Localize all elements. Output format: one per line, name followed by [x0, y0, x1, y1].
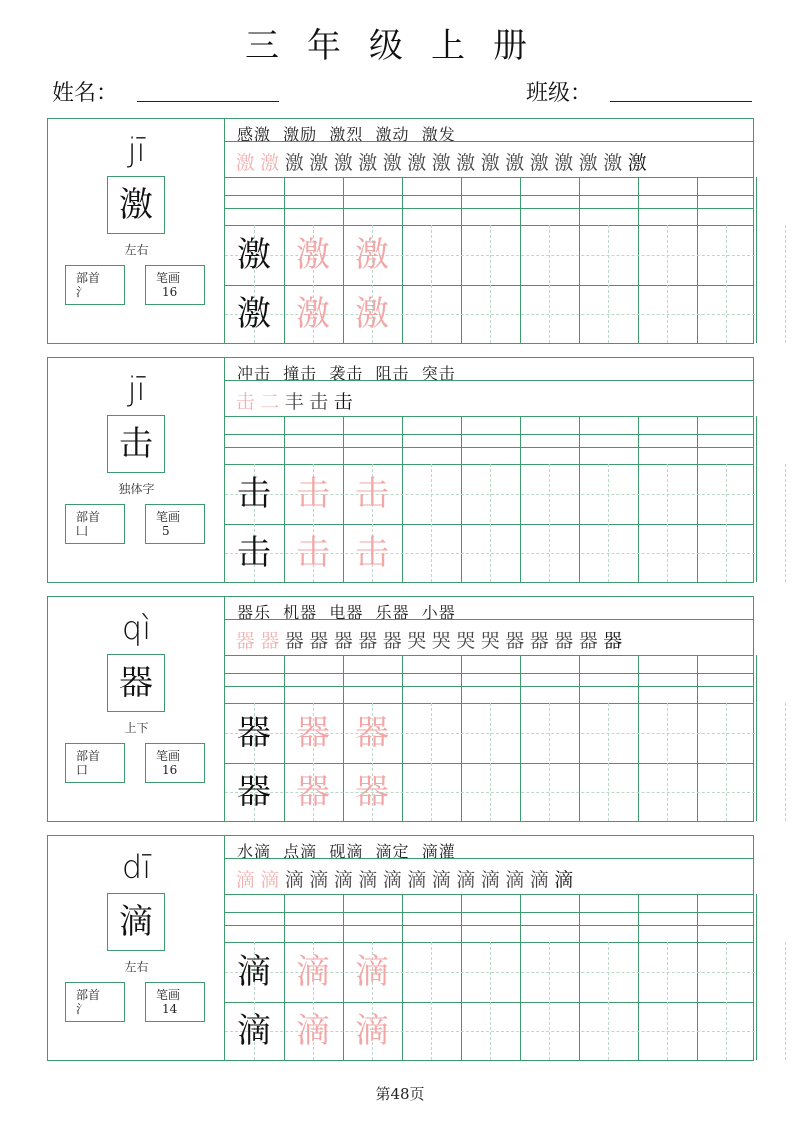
tracing-character: 器 — [296, 713, 330, 753]
grid-line — [402, 655, 403, 821]
name-label: 姓名： — [52, 81, 119, 106]
tracing-character: 滴 — [296, 1011, 330, 1051]
practice-area — [225, 836, 753, 1060]
structure-label: 独体字 — [118, 482, 155, 496]
grid-line — [225, 177, 753, 178]
main-character: 激 — [107, 176, 165, 234]
radical-value: 氵 — [76, 285, 89, 299]
grid-line — [402, 177, 403, 343]
guide-line — [667, 225, 668, 343]
stroke-count-value: 16 — [162, 285, 178, 299]
grid-line — [461, 655, 462, 821]
stroke-step: 丰 — [284, 391, 304, 413]
stroke-count-box — [145, 504, 205, 544]
radical-label: 部首 — [76, 749, 101, 763]
stroke-step: 器 — [529, 630, 549, 652]
stroke-step: 哭 — [456, 630, 476, 652]
grid-line — [461, 894, 462, 1060]
tracing-character: 激 — [296, 294, 330, 334]
tracing-character: 滴 — [355, 952, 389, 992]
stroke-step: 二 — [260, 391, 280, 413]
stroke-step: 器 — [505, 630, 525, 652]
guide-line — [785, 942, 786, 1060]
stroke-step: 激 — [382, 152, 402, 174]
tracing-character: 器 — [296, 772, 330, 812]
stroke-count-label: 笔画 — [156, 749, 181, 763]
grid-line — [697, 177, 698, 343]
stroke-step: 滴 — [382, 869, 402, 891]
stroke-step: 哭 — [480, 630, 500, 652]
vocabulary-words: 器乐 机器 电器 乐器 小器 — [237, 603, 456, 622]
stroke-step: 滴 — [456, 869, 476, 891]
stroke-step: 器 — [382, 630, 402, 652]
main-character: 滴 — [107, 893, 165, 951]
stroke-step: 激 — [309, 152, 329, 174]
character-card-qi — [47, 596, 754, 822]
radical-value: 氵 — [76, 1002, 89, 1016]
character-info-panel — [48, 597, 225, 821]
stroke-step: 滴 — [529, 869, 549, 891]
vocabulary-words: 水滴 点滴 砚滴 滴定 滴灌 — [237, 842, 456, 861]
class-blank-line[interactable] — [610, 101, 752, 102]
stroke-step: 击 — [333, 391, 353, 413]
class-label: 班级： — [526, 81, 593, 106]
stroke-step: 滴 — [284, 869, 304, 891]
radical-label: 部首 — [76, 988, 101, 1002]
tracing-character: 器 — [355, 772, 389, 812]
stroke-step: 激 — [578, 152, 598, 174]
guide-line — [667, 464, 668, 582]
stroke-count-label: 笔画 — [156, 271, 181, 285]
grid-line — [225, 925, 753, 926]
grid-line — [461, 416, 462, 582]
grid-line — [225, 380, 753, 381]
radical-box — [65, 265, 125, 305]
model-character: 器 — [237, 772, 271, 812]
character-card-ji-2 — [47, 357, 754, 583]
grid-line — [225, 619, 753, 620]
model-character: 滴 — [237, 952, 271, 992]
radical-box — [65, 982, 125, 1022]
stroke-order-row — [233, 626, 625, 653]
stroke-step: 器 — [309, 630, 329, 652]
grid-line — [638, 655, 639, 821]
grid-line — [225, 195, 753, 196]
tracing-character: 激 — [355, 235, 389, 275]
name-blank-line[interactable] — [137, 101, 279, 102]
structure-label: 左右 — [124, 960, 149, 974]
vocabulary-words: 感激 激励 激烈 激动 激发 — [237, 125, 456, 144]
grid-line — [225, 416, 753, 417]
model-character: 滴 — [237, 1011, 271, 1051]
stroke-step: 激 — [627, 152, 647, 174]
stroke-step: 激 — [456, 152, 476, 174]
grid-line — [225, 912, 753, 913]
guide-line — [431, 464, 432, 582]
grid-line — [579, 177, 580, 343]
stroke-step: 器 — [260, 630, 280, 652]
grid-line — [638, 894, 639, 1060]
pinyin: jī — [127, 131, 146, 169]
stroke-step: 器 — [235, 630, 255, 652]
guide-line — [431, 225, 432, 343]
tracing-character: 激 — [296, 235, 330, 275]
structure-label: 上下 — [124, 721, 149, 735]
guide-line — [490, 464, 491, 582]
stroke-count-value: 14 — [162, 1002, 178, 1016]
character-info-panel — [48, 836, 225, 1060]
grid-line — [225, 655, 753, 656]
tracing-character: 激 — [355, 294, 389, 334]
guide-line — [608, 942, 609, 1060]
stroke-step: 滴 — [407, 869, 427, 891]
stroke-step: 激 — [505, 152, 525, 174]
tracing-character: 器 — [355, 713, 389, 753]
radical-box — [65, 743, 125, 783]
guide-line — [726, 225, 727, 343]
pinyin: dī — [121, 848, 152, 886]
stroke-step: 激 — [431, 152, 451, 174]
stroke-step: 激 — [358, 152, 378, 174]
structure-label: 左右 — [124, 243, 149, 257]
stroke-step: 器 — [554, 630, 574, 652]
stroke-step: 激 — [407, 152, 427, 174]
grid-line — [520, 416, 521, 582]
tracing-character: 击 — [355, 533, 389, 573]
guide-line — [667, 703, 668, 821]
guide-line — [726, 464, 727, 582]
grid-line — [756, 655, 757, 821]
guide-line — [726, 703, 727, 821]
stroke-step: 滴 — [309, 869, 329, 891]
tracing-character: 滴 — [296, 952, 330, 992]
grid-line — [697, 655, 698, 821]
practice-area — [225, 597, 753, 821]
stroke-step: 滴 — [358, 869, 378, 891]
grid-line — [756, 894, 757, 1060]
grid-line — [402, 416, 403, 582]
stroke-order-row — [233, 387, 356, 414]
stroke-step: 滴 — [333, 869, 353, 891]
stroke-step: 激 — [235, 152, 255, 174]
character-card-di — [47, 835, 754, 1061]
stroke-step: 激 — [529, 152, 549, 174]
grid-line — [638, 416, 639, 582]
guide-line — [549, 464, 550, 582]
guide-line — [549, 703, 550, 821]
stroke-step: 激 — [333, 152, 353, 174]
model-character: 击 — [237, 474, 271, 514]
guide-line — [490, 942, 491, 1060]
stroke-order-row — [233, 865, 576, 892]
main-character: 击 — [107, 415, 165, 473]
stroke-step: 击 — [235, 391, 255, 413]
grid-line — [225, 858, 753, 859]
stroke-count-box — [145, 743, 205, 783]
stroke-count-label: 笔画 — [156, 510, 181, 524]
stroke-step: 激 — [603, 152, 623, 174]
stroke-count-box — [145, 982, 205, 1022]
stroke-step: 器 — [333, 630, 353, 652]
grid-line — [579, 416, 580, 582]
stroke-step: 滴 — [505, 869, 525, 891]
page-title: 三年级上册 — [245, 26, 555, 66]
vocabulary-words: 冲击 撞击 袭击 阻击 突击 — [237, 364, 456, 383]
radical-label: 部首 — [76, 271, 101, 285]
character-card-ji-1 — [47, 118, 754, 344]
grid-line — [461, 177, 462, 343]
grid-line — [225, 434, 753, 435]
stroke-step: 器 — [578, 630, 598, 652]
tracing-character: 击 — [296, 474, 330, 514]
grid-line — [225, 141, 753, 142]
stroke-step: 滴 — [260, 869, 280, 891]
practice-area — [225, 358, 753, 582]
stroke-step: 激 — [554, 152, 574, 174]
stroke-step: 滴 — [431, 869, 451, 891]
grid-line — [225, 447, 753, 448]
character-info-panel — [48, 119, 225, 343]
tracing-character: 击 — [296, 533, 330, 573]
grid-line — [756, 416, 757, 582]
grid-line — [579, 655, 580, 821]
guide-line — [785, 703, 786, 821]
grid-line — [520, 894, 521, 1060]
guide-line — [726, 942, 727, 1060]
stroke-step: 激 — [284, 152, 304, 174]
grid-line — [225, 673, 753, 674]
grid-line — [225, 894, 753, 895]
guide-line — [549, 942, 550, 1060]
stroke-count-value: 5 — [162, 524, 170, 538]
model-character: 激 — [237, 235, 271, 275]
main-character: 器 — [107, 654, 165, 712]
model-character: 击 — [237, 533, 271, 573]
stroke-step: 激 — [260, 152, 280, 174]
character-info-panel — [48, 358, 225, 582]
stroke-step: 激 — [480, 152, 500, 174]
guide-line — [431, 942, 432, 1060]
grid-line — [579, 894, 580, 1060]
grid-line — [402, 894, 403, 1060]
guide-line — [490, 703, 491, 821]
radical-label: 部首 — [76, 510, 101, 524]
stroke-step: 滴 — [480, 869, 500, 891]
tracing-character: 滴 — [355, 1011, 389, 1051]
stroke-step: 哭 — [407, 630, 427, 652]
grid-line — [520, 177, 521, 343]
stroke-count-box — [145, 265, 205, 305]
guide-line — [431, 703, 432, 821]
tracing-character: 击 — [355, 474, 389, 514]
radical-box — [65, 504, 125, 544]
radical-value: 口 — [76, 763, 89, 777]
stroke-count-label: 笔画 — [156, 988, 181, 1002]
grid-line — [225, 208, 753, 209]
guide-line — [608, 703, 609, 821]
practice-area — [225, 119, 753, 343]
guide-line — [667, 942, 668, 1060]
stroke-step: 击 — [309, 391, 329, 413]
stroke-step: 器 — [358, 630, 378, 652]
grid-line — [638, 177, 639, 343]
guide-line — [785, 464, 786, 582]
pinyin: qì — [121, 609, 152, 647]
radical-value: 凵 — [76, 524, 89, 538]
stroke-step: 器 — [284, 630, 304, 652]
guide-line — [490, 225, 491, 343]
guide-line — [549, 225, 550, 343]
model-character: 器 — [237, 713, 271, 753]
grid-line — [756, 177, 757, 343]
stroke-step: 滴 — [554, 869, 574, 891]
guide-line — [608, 225, 609, 343]
model-character: 激 — [237, 294, 271, 334]
guide-line — [608, 464, 609, 582]
page-number: 第48页 — [375, 1085, 425, 1103]
stroke-count-value: 16 — [162, 763, 178, 777]
pinyin: jī — [127, 370, 146, 408]
stroke-step: 哭 — [431, 630, 451, 652]
stroke-step: 器 — [603, 630, 623, 652]
grid-line — [697, 894, 698, 1060]
stroke-step: 滴 — [235, 869, 255, 891]
grid-line — [697, 416, 698, 582]
guide-line — [785, 225, 786, 343]
stroke-order-row — [233, 148, 650, 175]
grid-line — [520, 655, 521, 821]
grid-line — [225, 686, 753, 687]
